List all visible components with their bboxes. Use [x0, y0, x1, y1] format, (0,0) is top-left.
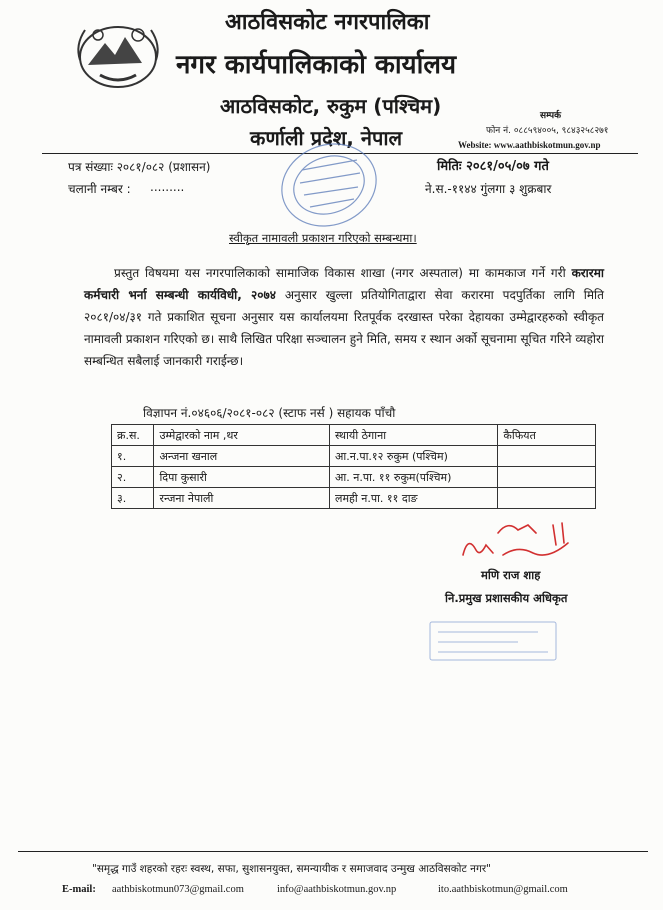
nepal-sambat-date: ने.स.-११४४ गुंलगा ३ शुक्रबार: [425, 182, 552, 196]
table-row: [112, 446, 596, 467]
email-address-2: info@aathbiskotmun.gov.np: [277, 884, 397, 895]
province-name: कर्णाली प्रदेश, नेपाल: [250, 126, 403, 150]
cell-name: रन्जना नेपाली: [154, 488, 330, 509]
table-row: [112, 488, 596, 509]
letter-date: मितिः २०८१/०५/०७ गते: [437, 159, 549, 174]
reference-number: पत्र संख्याः २०८१/०८२ (प्रशासन): [68, 160, 211, 174]
letter-body: [84, 262, 604, 372]
cell-address: आ.न.पा.१२ रुकुम (पश्चिम): [330, 446, 498, 467]
contact-title: सम्पर्क: [540, 111, 561, 121]
table-header-row: [112, 425, 596, 446]
cell-remarks: [498, 467, 596, 488]
body-text-bold: करारमा कर्मचारी भर्ना सम्बन्धी कार्यविधी, २०७४: [84, 266, 604, 302]
cell-name: अन्जना खनाल: [154, 446, 330, 467]
email-address-3: ito.aathbiskotmun@gmail.com: [438, 884, 568, 895]
vacancy-number: विज्ञापन नं.०४६०६/२०८१-०८२ (स्टाफ नर्स ) सहायक पाँचौ: [143, 406, 396, 420]
cell-serial: ३.: [112, 488, 154, 509]
contact-website: Website: www.aathbiskotmun.gov.np: [458, 140, 601, 150]
blue-office-stamp: [428, 620, 558, 662]
cell-remarks: [498, 446, 596, 467]
footer-slogan: "समृद्ध गाउँ शहरको रहरः स्वस्थ, सफा, सुशासनयुक्त, समन्यायीक र समाजवाद उन्मुख आठविसकोट नगर": [92, 863, 491, 875]
signer-name: मणि राज शाह: [481, 568, 541, 582]
cell-address: आ. न.पा. ११ रुकुम(पश्चिम): [330, 467, 498, 488]
handwritten-signature: [458, 515, 578, 565]
table-row: [112, 467, 596, 488]
cell-serial: १.: [112, 446, 154, 467]
cell-address: लमही न.पा. ११ दाङ: [330, 488, 498, 509]
header-serial: क्र.स.: [112, 425, 154, 446]
office-address: आठविसकोट, रुकुम (पश्चिम): [220, 94, 442, 118]
cell-remarks: [498, 488, 596, 509]
email-label: E-mail:: [62, 884, 96, 895]
signer-title: नि.प्रमुख प्रशासकीय अधिकृत: [445, 591, 568, 605]
office-seal-stamp: [262, 135, 397, 235]
dispatch-number-label: चलानी नम्बर :: [68, 182, 131, 196]
header-name: उम्मेद्वारको नाम ,थर: [154, 425, 330, 446]
header-address: स्थायी ठेगाना: [330, 425, 498, 446]
cell-name: दिपा कुसारी: [154, 467, 330, 488]
cell-serial: २.: [112, 467, 154, 488]
contact-phone: फोन नं. ०८८५९४००५, ९८४३२५८२७१: [486, 126, 609, 136]
candidate-table: [111, 424, 596, 509]
body-text-2: अनुसार खुल्ला प्रतियोगिताद्वारा सेवा करारमा पदपुर्तिका लागि मिति २०८१/०४/३१ गते प्रकाशित सूचना अनुसार यस कार्यालयमा रितपूर्वक दरखास्त परेका देहायका उम्मेद्वारहरुको स्वीकृत नामावली प्रकाशन गरिएको छ। साथै लिखित परिक्षा सञ्चालन हुने मिति, समय र स्थान अर्को सूचनामा सूचित गरिने व्यहोरा सम्बन्धित सबैलाई जानकारी गराईन्छ।: [84, 288, 604, 368]
municipality-name: आठविसकोट नगरपालिका: [225, 10, 430, 35]
office-name: नगर कार्यपालिकाको कार्यालय: [176, 50, 457, 80]
nepal-government-emblem-icon: [70, 15, 165, 95]
email-address-1: aathbiskotmun073@gmail.com: [112, 884, 244, 895]
header-remarks: कैफियत: [498, 425, 596, 446]
letter-subject: स्वीकृत नामावली प्रकाशन गरिएको सम्बन्धमा।: [229, 231, 417, 245]
body-text-1: प्रस्तुत विषयमा यस नगरपालिकाको सामाजिक विकास शाखा (नगर अस्पताल) मा कामकाज गर्ने गरी: [114, 266, 572, 280]
dispatch-number-value: .........: [150, 180, 185, 194]
footer-divider: [18, 851, 648, 852]
